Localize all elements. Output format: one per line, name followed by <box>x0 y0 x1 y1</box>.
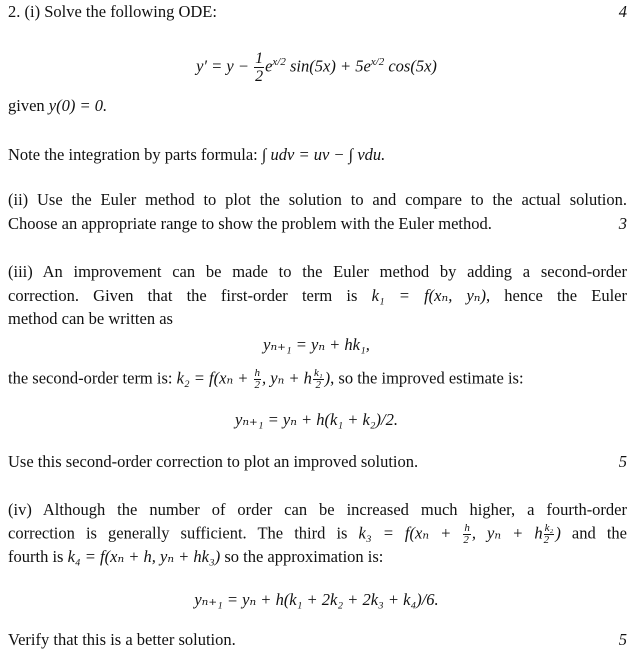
fraction <box>463 523 471 546</box>
part-iii-line5: Use this second-order correction to plot an improved solution. <box>8 452 419 471</box>
math: , yₙ + h <box>262 368 312 388</box>
euler-equation: yₙ₊₁ = yₙ + hk₁, <box>263 335 370 354</box>
part-iii-line3: method can be written as <box>8 309 173 328</box>
denominator: 2 <box>315 379 322 391</box>
math: k₄ = f(xₙ + h, yₙ + hk₃) <box>67 547 221 566</box>
part-iv-line2 <box>8 523 627 546</box>
math: k₂ = f(xₙ + <box>176 368 253 388</box>
marks-part-iv: 5 <box>618 630 627 649</box>
fraction <box>544 523 555 546</box>
part-iii-line4 <box>8 368 627 391</box>
integration-note <box>8 145 627 165</box>
denominator: 2 <box>255 68 264 85</box>
math: ) <box>324 368 331 388</box>
text: given <box>8 96 49 115</box>
exponent: x/2 <box>272 55 286 68</box>
part-i-heading <box>8 2 627 22</box>
eq-term: sin(5x) + 5e <box>285 56 371 76</box>
part-iii-line2 <box>8 286 627 306</box>
part-iv-line1: (iv) Although the number of order can be increased much higher, a fourth-order <box>8 500 627 519</box>
exponent: x/2 <box>370 55 385 68</box>
eq-term: cos(5x) <box>384 56 437 76</box>
text: so the approximation is: <box>220 547 384 566</box>
fraction <box>254 368 262 391</box>
math: y(0) = 0. <box>48 96 108 115</box>
math: k₁ = f(xₙ, yₙ) <box>371 286 486 305</box>
part-iv-line4: Verify that this is a better solution. <box>8 630 236 649</box>
denominator: 2 <box>463 534 469 546</box>
ode-equation <box>0 50 633 85</box>
text: and the <box>560 523 628 543</box>
marks-part-iii: 5 <box>618 452 627 471</box>
part-iv-line3 <box>8 547 627 567</box>
numerator: k₂ <box>544 522 554 534</box>
text: fourth is <box>8 547 68 566</box>
text: correction is generally sufficient. The third is <box>8 523 359 543</box>
denominator: 2 <box>543 534 550 546</box>
numerator: k₁ <box>313 367 323 379</box>
text: , hence the Euler <box>486 286 627 305</box>
question-number: 2. <box>8 2 21 21</box>
fraction <box>313 368 324 391</box>
math: k₃ = f(xₙ + <box>358 523 463 543</box>
math: ) <box>555 523 561 543</box>
numerator: 1 <box>255 50 264 67</box>
heading-text: (i) Solve the following ODE: <box>24 2 217 21</box>
initial-condition <box>8 96 627 116</box>
text: , so the improved estimate is: <box>330 368 524 388</box>
part-ii-line1: (ii) Use the Euler method to plot the solution to and compare to the actual solution. <box>8 190 627 209</box>
fraction <box>254 50 264 85</box>
math: ∫ udv = uv − ∫ vdu. <box>261 145 386 164</box>
improved-euler-equation: yₙ₊₁ = yₙ + h(k₁ + k₂)/2. <box>235 410 398 429</box>
part-iii-line1: (iii) An improvement can be made to the Euler method by adding a second-order <box>8 262 627 281</box>
marks-part-i: 4 <box>618 2 627 21</box>
eq-lhs: y′ = y − <box>196 56 254 76</box>
text: Note the integration by parts formula: <box>8 145 262 164</box>
numerator: h <box>254 367 261 379</box>
part-ii-line2: Choose an appropriate range to show the problem with the Euler method. <box>8 214 492 233</box>
numerator: h <box>464 522 470 534</box>
math: , yₙ + h <box>471 523 543 543</box>
marks-part-ii: 3 <box>618 214 627 233</box>
text: correction. Given that the first-order term is <box>8 286 372 305</box>
denominator: 2 <box>254 379 261 391</box>
e: e <box>265 56 273 76</box>
text: the second-order term is: <box>8 368 177 388</box>
rk4-equation: yₙ₊₁ = yₙ + h(k₁ + 2k₂ + 2k₃ + k₄)/6. <box>194 590 439 609</box>
